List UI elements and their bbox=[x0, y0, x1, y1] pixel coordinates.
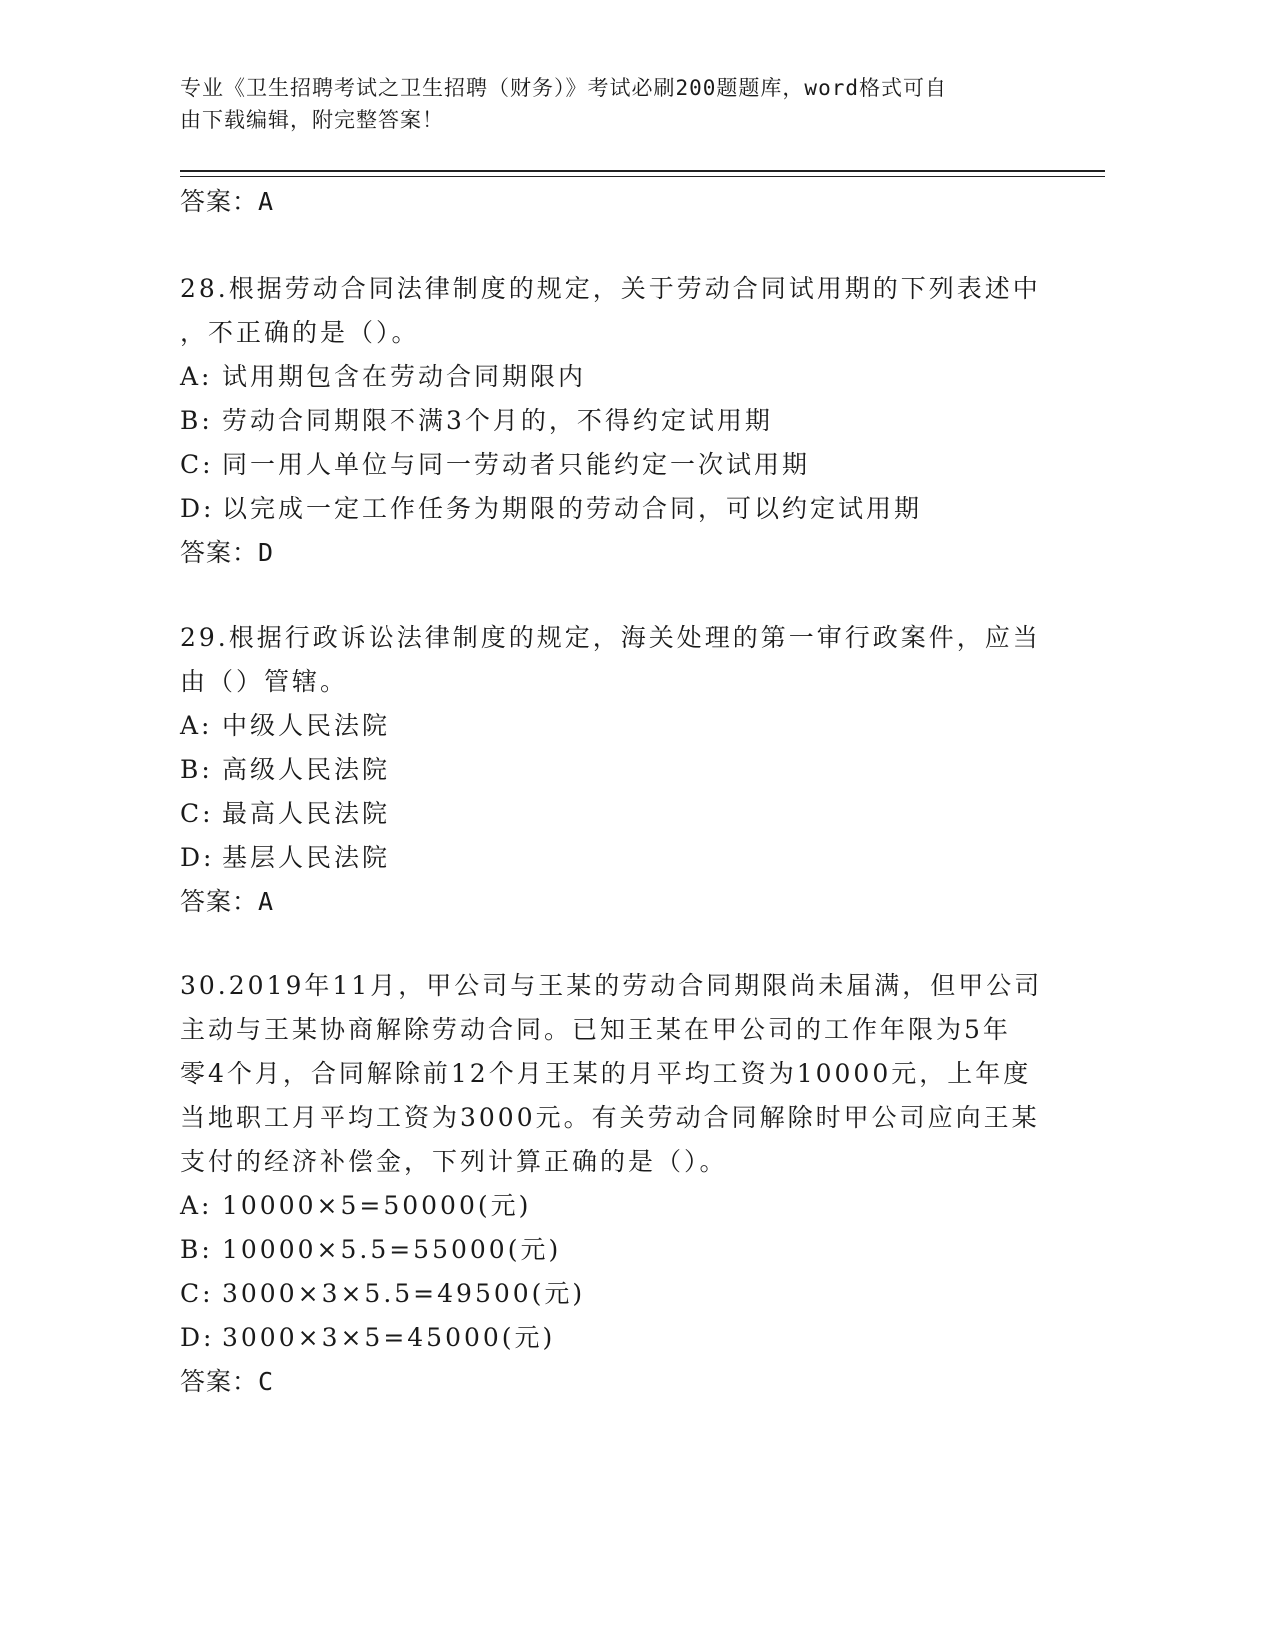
option-a bbox=[180, 355, 1060, 399]
option-letter: A: bbox=[180, 711, 213, 740]
previous-answer-block bbox=[180, 180, 1060, 224]
option-letter: C: bbox=[180, 1279, 214, 1308]
question-text-line: 当地职工月平均工资为3000元。有关劳动合同解除时甲公司应向王某 bbox=[180, 1103, 1040, 1132]
option-letter: D: bbox=[180, 843, 215, 872]
option-letter: A: bbox=[180, 1191, 213, 1220]
question-text-line: 由（）管辖。 bbox=[180, 667, 349, 696]
header-divider-thick bbox=[180, 170, 1105, 172]
option-letter: C: bbox=[180, 450, 214, 479]
question-30 bbox=[180, 964, 1060, 1404]
option-d bbox=[180, 1316, 1060, 1360]
question-text-line: 零4个月，合同解除前12个月王某的月平均工资为10000元，上年度 bbox=[180, 1059, 1032, 1088]
question-text-line: 支付的经济补偿金，下列计算正确的是（）。 bbox=[180, 1147, 728, 1176]
option-text: 高级人民法院 bbox=[222, 755, 391, 784]
option-text: 3000×3×5.5=49500(元) bbox=[222, 1279, 586, 1308]
option-b bbox=[180, 399, 1060, 443]
question-text-line: 28.根据劳动合同法律制度的规定，关于劳动合同试用期的下列表述中 bbox=[180, 274, 1041, 303]
question-28 bbox=[180, 267, 1060, 575]
question-text-line: 29.根据行政诉讼法律制度的规定，海关处理的第一审行政案件，应当 bbox=[180, 623, 1041, 652]
option-text: 3000×3×5=45000(元) bbox=[222, 1323, 556, 1352]
option-text: 试用期包含在劳动合同期限内 bbox=[222, 362, 587, 391]
option-d bbox=[180, 836, 1060, 880]
option-text: 以完成一定工作任务为期限的劳动合同，可以约定试用期 bbox=[222, 494, 923, 523]
option-c bbox=[180, 1272, 1060, 1316]
option-text: 10000×5.5=55000(元) bbox=[222, 1235, 562, 1264]
option-d bbox=[180, 487, 1060, 531]
option-text: 最高人民法院 bbox=[222, 799, 391, 828]
option-letter: B: bbox=[180, 406, 213, 435]
header-divider-thin bbox=[180, 176, 1105, 177]
question-29 bbox=[180, 616, 1060, 924]
question-text-line: 主动与王某协商解除劳动合同。已知王某在甲公司的工作年限为5年 bbox=[180, 1015, 1011, 1044]
document-header bbox=[180, 72, 1060, 136]
option-c bbox=[180, 443, 1060, 487]
option-letter: B: bbox=[180, 1235, 213, 1264]
option-letter: D: bbox=[180, 494, 215, 523]
option-letter: B: bbox=[180, 755, 213, 784]
answer-line: 答案：A bbox=[180, 187, 275, 216]
option-text: 同一用人单位与同一劳动者只能约定一次试用期 bbox=[222, 450, 811, 479]
option-b bbox=[180, 1228, 1060, 1272]
option-text: 10000×5=50000(元) bbox=[222, 1191, 532, 1220]
question-text-line: 30.2019年11月，甲公司与王某的劳动合同期限尚未届满，但甲公司 bbox=[180, 971, 1043, 1000]
header-title-line-2: 由下载编辑，附完整答案！ bbox=[180, 108, 444, 132]
option-a bbox=[180, 704, 1060, 748]
option-c bbox=[180, 792, 1060, 836]
option-text: 中级人民法院 bbox=[222, 711, 391, 740]
answer-line: 答案：A bbox=[180, 887, 275, 916]
option-text: 基层人民法院 bbox=[222, 843, 391, 872]
question-text-line: ，不正确的是（）。 bbox=[180, 318, 420, 347]
option-text: 劳动合同期限不满3个月的，不得约定试用期 bbox=[222, 406, 773, 435]
option-letter: D: bbox=[180, 1323, 215, 1352]
option-b bbox=[180, 748, 1060, 792]
option-a bbox=[180, 1184, 1060, 1228]
option-letter: C: bbox=[180, 799, 214, 828]
answer-line: 答案：D bbox=[180, 538, 275, 567]
header-title-line-1: 专业《卫生招聘考试之卫生招聘（财务）》考试必刷200题题库，word格式可自 bbox=[180, 76, 947, 100]
option-letter: A: bbox=[180, 362, 213, 391]
answer-line: 答案：C bbox=[180, 1367, 275, 1396]
